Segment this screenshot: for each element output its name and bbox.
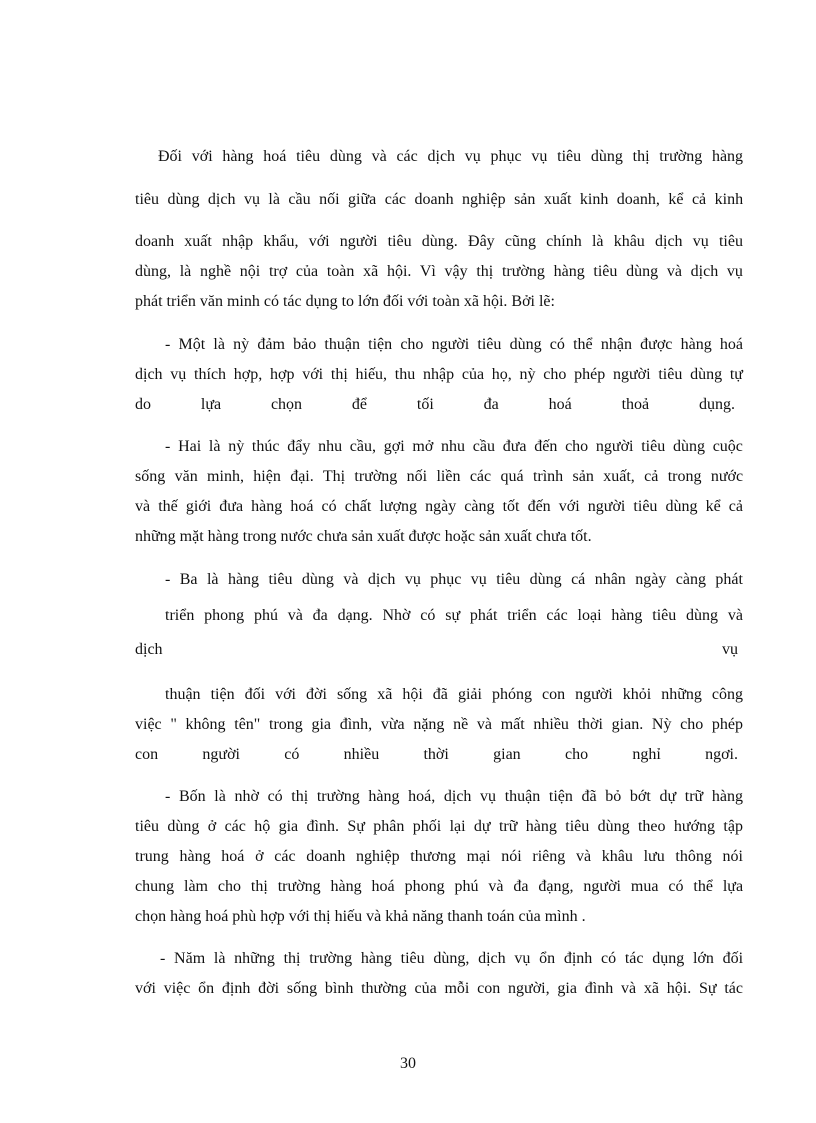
text-line: với việc ổn định đời sống bình thường của mỗi con người, gia đình và xã hội. Sự tác (135, 980, 744, 997)
text-line: triển phong phú và đa dạng. Nhờ có sự phát triển các loại hàng tiêu dùng và (165, 607, 743, 624)
text-line: tiêu dùng ở các hộ gia đình. Sự phân phối lại dự trữ hàng tiêu dùng theo hướng tập (135, 818, 743, 835)
text-line: doanh xuất nhập khẩu, với người tiêu dùng. Đây cũng chính là khâu dịch vụ tiêu (135, 233, 743, 250)
text-line: chọn hàng hoá phù hợp với thị hiếu và khả năng thanh toán của mình . (135, 908, 586, 925)
text-line: việc " không tên" trong gia đình, vừa nặng nề và mất nhiều thời gian. Nỳ cho phép (135, 716, 744, 733)
text-line: - Bốn là nhờ có thị trường hàng hoá, dịch vụ thuận tiện đã bỏ bớt dự trữ hàng (165, 788, 743, 805)
text-line: do lựa chọn để tối đa hoá thoả dụng. (135, 396, 735, 413)
text-line: Đối với hàng hoá tiêu dùng và các dịch vụ phục vụ tiêu dùng thị trường hàng (158, 148, 744, 165)
text-line: phát triển văn minh có tác dụng to lớn đối với toàn xã hội. Bởi lẽ: (135, 293, 555, 310)
text-line: dịch vụ (135, 641, 738, 658)
text-line: con người có nhiều thời gian cho nghỉ ngơi. (135, 746, 738, 763)
text-line: - Một là nỳ đảm bảo thuận tiện cho người tiêu dùng có thể nhận được hàng hoá (165, 336, 743, 353)
text-line: - Ba là hàng tiêu dùng và dịch vụ phục vụ tiêu dùng cá nhân ngày càng phát (165, 571, 743, 588)
text-line: những mặt hàng trong nước chưa sản xuất được hoặc sản xuất chưa tốt. (135, 528, 592, 545)
text-line: trung hàng hoá ở các doanh nghiệp thương mại nói riêng và khâu lưu thông nói (135, 848, 743, 865)
text-line: sống văn minh, hiện đại. Thị trường nối liền các quá trình sản xuất, cả trong nước (135, 468, 744, 485)
text-line: dùng, là nghề nội trợ của toàn xã hội. Vì vậy thị trường hàng tiêu dùng và dịch vụ (135, 263, 743, 280)
text-line: và thế giới đưa hàng hoá có chất lượng ngày càng tốt đến với người tiêu dùng kể cả (135, 498, 744, 515)
text-line: - Năm là những thị trường hàng tiêu dùng, dịch vụ ổn định có tác dụng lớn đối (160, 950, 744, 967)
text-line: thuận tiện đối với đời sống xã hội đã giải phóng con người khỏi những công (165, 686, 744, 703)
text-line: - Hai là nỳ thúc đẩy nhu cầu, gợi mở nhu cầu đưa đến cho người tiêu dùng cuộc (165, 438, 743, 455)
page-number: 30 (400, 1055, 416, 1072)
text-line: tiêu dùng dịch vụ là cầu nối giữa các doanh nghiệp sản xuất kinh doanh, kể cả kinh (135, 191, 744, 208)
text-line: chung làm cho thị trường hàng hoá phong phú và đa đạng, người mua có thể lựa (135, 878, 744, 895)
text-line: dịch vụ thích hợp, hợp với thị hiếu, thu nhập của họ, nỳ cho phép người tiêu dùng tự (135, 366, 743, 383)
